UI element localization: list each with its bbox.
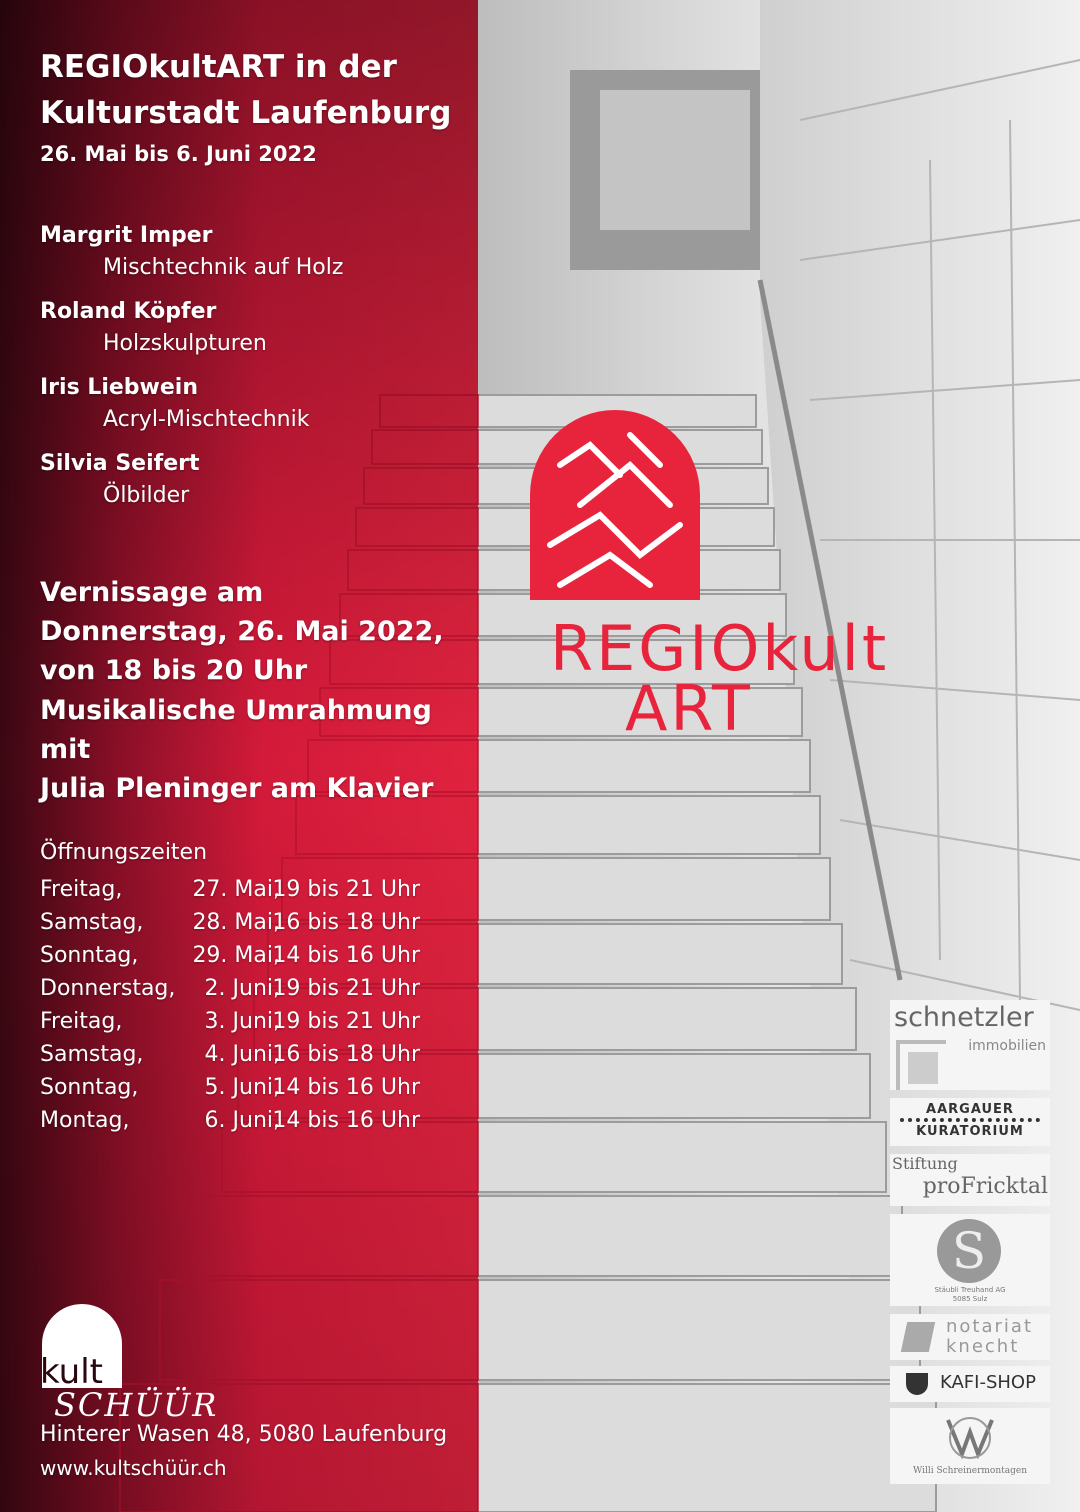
willi-caption: Willi Schreinermontagen: [912, 1466, 1028, 1476]
artist-entry: [40, 372, 309, 436]
staeubli-caption2: 5085 Sulz: [952, 1295, 988, 1303]
opening-time: 19 bis 21 Uhr: [272, 877, 420, 902]
notariat-line2: knecht: [946, 1336, 1020, 1357]
artist-entry: [40, 296, 267, 360]
opening-date: 28. Mai,: [192, 910, 280, 935]
regiokultart-logo: [520, 405, 980, 755]
opening-date: 2. Juni,: [204, 976, 280, 1001]
opening-date: 27. Mai,: [192, 877, 280, 902]
kuratorium-line1: AARGAUER: [926, 1102, 1014, 1117]
staeubli-caption: Stäubli Treuhand AG: [934, 1286, 1006, 1294]
vernissage-line: Vernissage am: [40, 577, 264, 608]
opening-day: Samstag,: [40, 1042, 144, 1067]
opening-day: Samstag,: [40, 910, 144, 935]
kafi-cup-icon: [906, 1373, 928, 1395]
sponsor-schnetzler-sub: immobilien: [968, 1038, 1046, 1054]
stiftung-line1: Stiftung: [892, 1154, 958, 1173]
event-title-line1: REGIOkultART in der: [40, 49, 397, 85]
sponsor-notariat-knecht: [890, 1314, 1050, 1360]
opening-date: 29. Mai,: [192, 943, 280, 968]
opening-hours-row: [40, 1104, 430, 1137]
opening-date: 6. Juni,: [204, 1108, 280, 1133]
artist-entry: [40, 448, 199, 512]
opening-day: Freitag,: [40, 1009, 123, 1034]
notariat-line1: notariat: [946, 1316, 1033, 1337]
staeubli-letter: S: [951, 1222, 987, 1280]
opening-day: Freitag,: [40, 877, 123, 902]
event-title: [40, 44, 451, 136]
opening-hours-row: [40, 906, 430, 939]
vernissage-line: Musikalische Umrahmung mit: [40, 694, 432, 765]
opening-day: Sonntag,: [40, 1075, 139, 1100]
sponsor-staeubli: [890, 1214, 1050, 1306]
schnetzler-square-icon: [908, 1052, 938, 1084]
artist-medium: Holzskulpturen: [103, 331, 267, 356]
opening-time: 16 bis 18 Uhr: [272, 1042, 420, 1067]
kultschuur-logo-schuur: SCHÜÜR: [54, 1386, 219, 1424]
opening-hours-row: [40, 873, 430, 906]
opening-hours-row: [40, 939, 430, 972]
artist-medium: Mischtechnik auf Holz: [103, 255, 344, 280]
vernissage-line: von 18 bis 20 Uhr: [40, 655, 308, 687]
willi-monogram-icon: [940, 1414, 1000, 1462]
opening-hours-row: [40, 1005, 430, 1038]
kultschuur-logo-kult: kult: [40, 1352, 103, 1392]
venue-website[interactable]: www.kultschüür.ch: [40, 1456, 227, 1480]
sponsor-kafi-shop: [890, 1366, 1050, 1402]
sponsor-aargauer-kuratorium: [890, 1098, 1050, 1146]
opening-date: 4. Juni,: [204, 1042, 280, 1067]
artist-medium: Ölbilder: [103, 483, 190, 508]
vernissage-line: Donnerstag, 26. Mai 2022,: [40, 616, 444, 648]
opening-day: Montag,: [40, 1108, 130, 1133]
event-date-range: 26. Mai bis 6. Juni 2022: [40, 142, 317, 166]
opening-date: 5. Juni,: [204, 1075, 280, 1100]
regiokultart-logo-arch: [530, 410, 700, 600]
regiokultart-logo-line2: ART: [625, 672, 753, 745]
opening-time: 16 bis 18 Uhr: [272, 910, 420, 935]
sponsor-stiftung-profricktal: [890, 1154, 1050, 1206]
opening-hours-row: [40, 1038, 430, 1071]
kultschuur-logo: [36, 1300, 226, 1424]
kafi-label: KAFI-SHOP: [940, 1372, 1036, 1393]
opening-day: Donnerstag,: [40, 976, 176, 1001]
opening-time: 14 bis 16 Uhr: [272, 1108, 420, 1133]
stiftung-line2: proFricktal: [922, 1174, 1048, 1199]
notariat-mark-icon: [901, 1322, 935, 1352]
opening-hours-row: [40, 972, 430, 1005]
kuratorium-dots-icon: [900, 1118, 1040, 1126]
opening-time: 14 bis 16 Uhr: [272, 943, 420, 968]
opening-time: 14 bis 16 Uhr: [272, 1075, 420, 1100]
sponsor-schnetzler: [890, 1000, 1050, 1090]
opening-time: 19 bis 21 Uhr: [272, 976, 420, 1001]
artist-name: Silvia Seifert: [40, 451, 200, 476]
venue-address: Hinterer Wasen 48, 5080 Laufenburg: [40, 1422, 448, 1447]
opening-day: Sonntag,: [40, 943, 139, 968]
regiokultart-logo-line1: REGIOkult: [550, 612, 890, 685]
artist-medium: Acryl-Mischtechnik: [103, 407, 310, 432]
vernissage-block: [40, 573, 480, 808]
vernissage-line: Julia Pleninger am Klavier: [40, 773, 434, 805]
artist-name: Roland Köpfer: [40, 299, 217, 324]
opening-date: 3. Juni,: [204, 1009, 280, 1034]
artist-name: Iris Liebwein: [40, 375, 199, 400]
artist-name: Margrit Imper: [40, 223, 213, 248]
artist-entry: [40, 220, 343, 284]
opening-hours-title: Öffnungszeiten: [40, 840, 208, 865]
opening-hours-row: [40, 1071, 430, 1104]
event-title-line2: Kulturstadt Laufenburg: [40, 95, 452, 131]
sponsor-willi: [890, 1408, 1050, 1484]
kuratorium-line2: KURATORIUM: [916, 1124, 1024, 1139]
opening-time: 19 bis 21 Uhr: [272, 1009, 420, 1034]
sponsor-schnetzler-name: schnetzler: [894, 1002, 1034, 1033]
